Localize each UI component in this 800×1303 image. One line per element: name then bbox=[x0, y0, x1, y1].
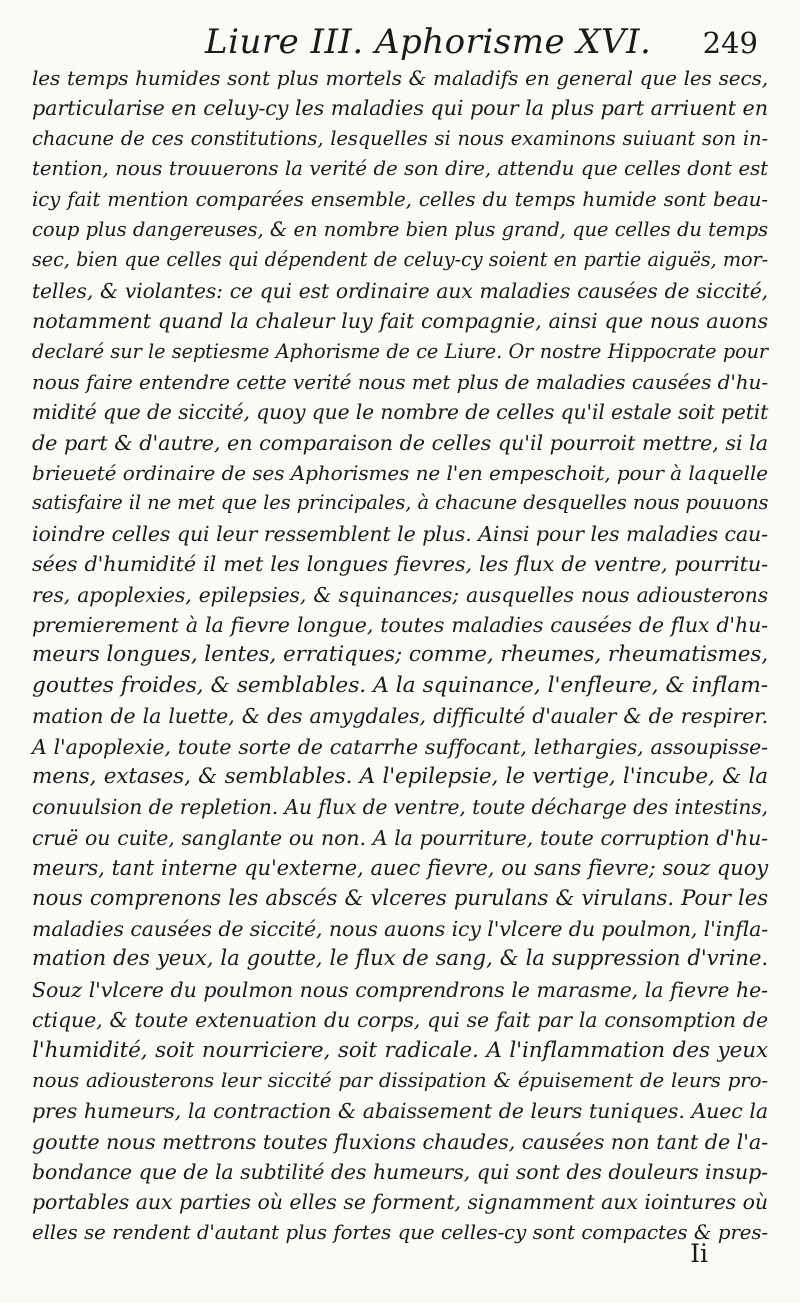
text-line: maladies causées de siccité, nous auons icy l'vlcere du poulmon, l'infla- bbox=[32, 916, 769, 941]
text-line: portables aux parties où elles se forment, signamment aux iointures où bbox=[32, 1190, 768, 1215]
text-line: nous faire entendre cette verité nous met plus de maladies causées d'hu- bbox=[32, 369, 768, 394]
text-line: res, apoplexies, epilepsies, & squinances; ausquelles nous adiousterons bbox=[32, 582, 768, 607]
text-line: ioindre celles qui leur ressemblent le plus. Ainsi pour les maladies cau- bbox=[32, 521, 768, 546]
text-line: sec, bien que celles qui dépendent de celuy-cy soient en partie aiguës, mor- bbox=[32, 248, 768, 272]
running-head: Liure III. Aphorisme XVI. bbox=[205, 22, 652, 62]
text-line: telles, & violantes: ce qui est ordinaire aux maladies causées de siccité, bbox=[32, 278, 768, 303]
text-line: conuulsion de repletion. Au flux de ventre, toute décharge des intestins, bbox=[32, 795, 768, 820]
text-line: bondance que de la subtilité des humeurs, qui sont des douleurs insup- bbox=[32, 1160, 768, 1185]
text-line: meurs longues, lentes, erratiques; comme, rheumes, rheumatismes, bbox=[32, 642, 769, 668]
text-line: Souz l'vlcere du poulmon nous comprendrons le marasme, la fievre he- bbox=[32, 977, 768, 1002]
text-line: A l'apoplexie, toute sorte de catarrhe suffocant, lethargies, assoupisse- bbox=[32, 734, 768, 759]
text-line: ctique, & toute extenuation du corps, qui se fait par la consomption de bbox=[32, 1008, 768, 1033]
text-line: nous comprenons les abscés & vlceres purulans & virulans. Pour les bbox=[32, 885, 768, 911]
body-text bbox=[32, 63, 768, 1248]
text-line: midité que de siccité, quoy que le nombre de celles qu'il estale soit petit bbox=[32, 400, 769, 425]
text-line: l'humidité, soit nourriciere, soit radicale. A l'inflammation des yeux bbox=[32, 1037, 768, 1063]
text-line: gouttes froides, & semblables. A la squinance, l'enfleure, & inflam- bbox=[32, 672, 768, 698]
text-line: satisfaire il ne met que les principales, à chacune desquelles nous pouuons bbox=[32, 491, 769, 515]
text-line: chacune de ces constitutions, lesquelles si nous examinons suiuant son in- bbox=[32, 126, 768, 150]
text-line: mation des yeux, la goutte, le flux de sang, & la suppression d'vrine. bbox=[32, 946, 768, 972]
text-line: les temps humides sont plus mortels & maladifs en general que les secs, bbox=[32, 66, 768, 90]
text-line: notamment quand la chaleur luy fait compagnie, ainsi que nous auons bbox=[32, 309, 768, 334]
text-line: elles se rendent d'autant plus fortes que celles-cy sont compactes & pres- bbox=[32, 1220, 768, 1244]
text-line: meurs, tant interne qu'externe, auec fievre, ou sans fievre; souz quoy bbox=[32, 856, 768, 881]
text-line: de part & d'autre, en comparaison de celles qu'il pourroit mettre, si la bbox=[32, 430, 768, 455]
text-line: mation de la luette, & des amygdales, difficulté d'aualer & de respirer. bbox=[32, 704, 768, 729]
text-line: declaré sur le septiesme Aphorisme de ce Liure. Or nostre Hippocrate pour bbox=[32, 339, 768, 363]
text-line: cruë ou cuite, sanglante ou non. A la pourriture, toute corruption d'hu- bbox=[32, 825, 768, 850]
text-line: goutte nous mettrons toutes fluxions chaudes, causées non tant de l'a- bbox=[32, 1129, 768, 1154]
page-header bbox=[0, 18, 800, 64]
text-line: brieueté ordinaire de ses Aphorismes ne l'en empeschoit, pour à laquelle bbox=[32, 461, 768, 486]
text-line: particularise en celuy-cy les maladies qui pour la plus part arriuent en bbox=[32, 96, 768, 121]
text-line: premierement à la fievre longue, toutes maladies causées de flux d'hu- bbox=[32, 613, 768, 638]
text-line: tention, nous trouuerons la verité de son dire, attendu que celles dont est bbox=[32, 157, 768, 181]
text-line: coup plus dangereuses, & en nombre bien plus grand, que celles du temps bbox=[32, 217, 768, 241]
signature-mark: Ii bbox=[690, 1239, 708, 1268]
text-line: sées d'humidité il met les longues fievres, les flux de ventre, pourritu- bbox=[32, 552, 768, 577]
text-line: icy fait mention comparées ensemble, celles du temps humide sont beau- bbox=[32, 187, 768, 211]
text-line: nous adiousterons leur siccité par dissipation & épuisement de leurs pro- bbox=[32, 1068, 768, 1092]
text-line: mens, extases, & semblables. A l'epilepsie, le vertige, l'incube, & la bbox=[32, 763, 768, 789]
page-number: 249 bbox=[702, 26, 758, 60]
text-line: pres humeurs, la contraction & abaissement de leurs tuniques. Auec la bbox=[32, 1099, 768, 1124]
